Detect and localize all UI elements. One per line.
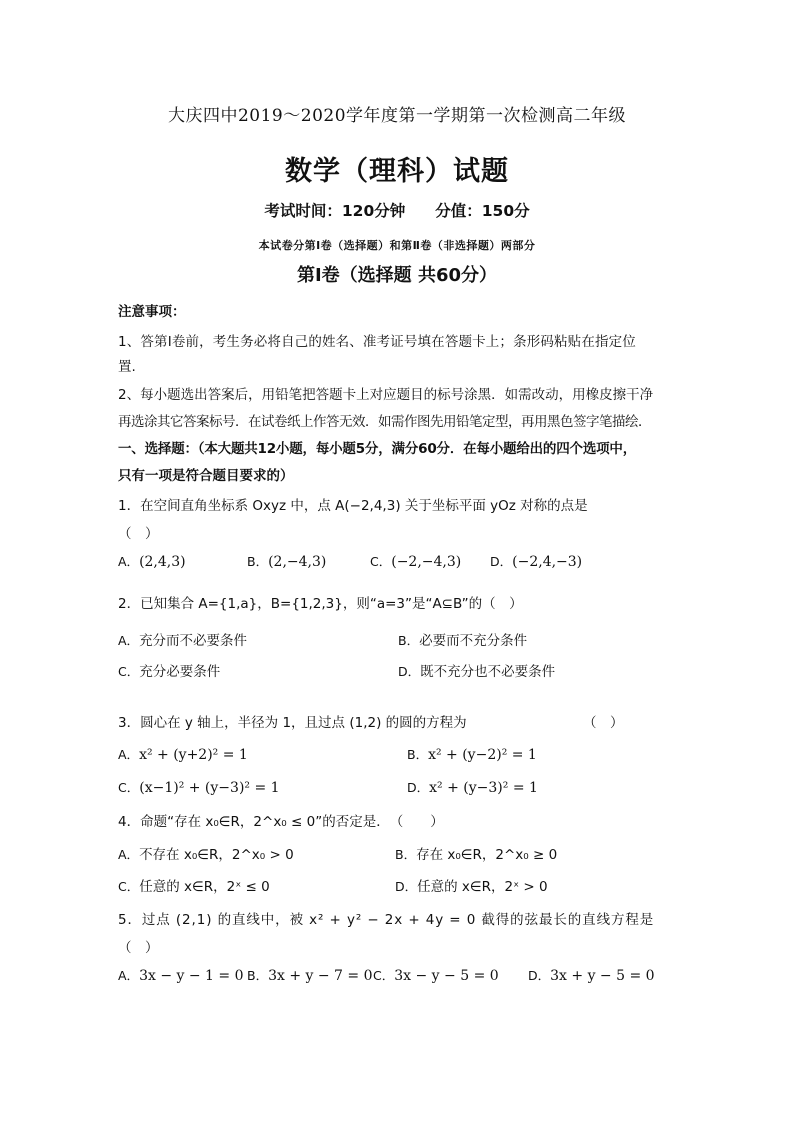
note-2-line-2: 再选涂其它答案标号．在试卷纸上作答无效．如需作图先用铅笔定型，再用黑色签字笔描绘． <box>118 414 651 430</box>
question-5-option-c: C．3x − y − 5 = 0 <box>373 968 499 984</box>
note-2-line-1: 2、每小题选出答案后，用铅笔把答题卡上对应题目的标号涂黑．如需改动，用橡皮擦干净 <box>118 387 654 403</box>
question-1-option-c: C．(−2,−4,3) <box>370 554 462 570</box>
question-4-stem: 4．命题“存在 x₀∈R，2^x₀ ≤ 0”的否定是． （ ） <box>118 814 444 830</box>
question-3-option-d: D．x² + (y−3)² = 1 <box>407 780 538 796</box>
question-1-stem: 1．在空间直角坐标系 Oxyz 中，点 A(−2,4,3) 关于坐标平面 yOz 对称的点是 <box>118 498 588 514</box>
question-5-option-b: B．3x + y − 7 = 0 <box>247 968 373 984</box>
question-1-option-b: B．(2,−4,3) <box>247 554 327 570</box>
section-title: 第Ⅰ卷（选择题 共60分） <box>296 265 497 286</box>
question-1-option-a: A．(2,4,3) <box>118 554 186 570</box>
question-2-option-d: D．既不充分也不必要条件 <box>398 664 556 680</box>
school-line: 大庆四中2019～2020学年度第一学期第一次检测高二年级 <box>167 106 627 126</box>
question-3-option-b: B．x² + (y−2)² = 1 <box>407 747 537 763</box>
question-2-option-b: B．必要而不充分条件 <box>398 633 528 649</box>
exam-time: 考试时间：120分钟 <box>264 202 406 220</box>
score-value: 分值：150分 <box>435 202 530 220</box>
question-2-option-a: A．充分而不必要条件 <box>118 633 248 649</box>
question-1-option-d: D．(−2,4,−3) <box>490 554 583 570</box>
part1-instructions-line-2: 只有一项是符合题目要求的） <box>118 468 294 484</box>
question-5-stem: 5．过点 (2,1) 的直线中，被 x² + y² − 2x + 4y = 0 截得的弦最长的直线方程是 <box>118 912 655 928</box>
question-2-stem: 2．已知集合 A={1,a}，B={1,2,3}，则“a=3”是“A⊆B”的（ ） <box>118 596 523 612</box>
note-1-line-1: 1、答第Ⅰ卷前，考生务必将自己的姓名、准考证号填在答题卡上；条形码粘贴在指定位 <box>118 334 636 350</box>
question-3-stem: 3．圆心在 y 轴上，半径为 1，且过点 (1,2) 的圆的方程为 <box>118 715 467 731</box>
question-3-paren: （ ） <box>583 715 624 731</box>
question-5-option-d: D．3x + y − 5 = 0 <box>528 968 655 984</box>
question-5-paren: （ ） <box>118 940 159 956</box>
question-2-option-c: C．充分必要条件 <box>118 664 221 680</box>
question-1-paren: （ ） <box>118 526 159 542</box>
question-5-option-a: A．3x − y − 1 = 0 <box>118 968 244 984</box>
question-4-option-a: A．不存在 x₀∈R，2^x₀ > 0 <box>118 847 294 863</box>
part1-instructions-line-1: 一、选择题：（本大题共12小题，每小题5分，满分60分．在每小题给出的四个选项中， <box>118 441 637 457</box>
structure-note: 本试卷分第Ⅰ卷（选择题）和第Ⅱ卷（非选择题）两部分 <box>258 239 536 252</box>
exam-info <box>0 202 794 220</box>
question-4-option-b: B．存在 x₀∈R，2^x₀ ≥ 0 <box>395 847 558 863</box>
question-4-option-c: C．任意的 x∈R，2ˣ ≤ 0 <box>118 879 270 895</box>
question-3-option-c: C．(x−1)² + (y−3)² = 1 <box>118 780 280 796</box>
notes-heading: 注意事项： <box>118 304 186 320</box>
question-4-option-d: D．任意的 x∈R，2ˣ > 0 <box>395 879 548 895</box>
subject-title: 数学（理科）试题 <box>285 156 509 187</box>
note-1-line-2: 置. <box>118 359 136 375</box>
question-3-option-a: A．x² + (y+2)² = 1 <box>118 747 248 763</box>
